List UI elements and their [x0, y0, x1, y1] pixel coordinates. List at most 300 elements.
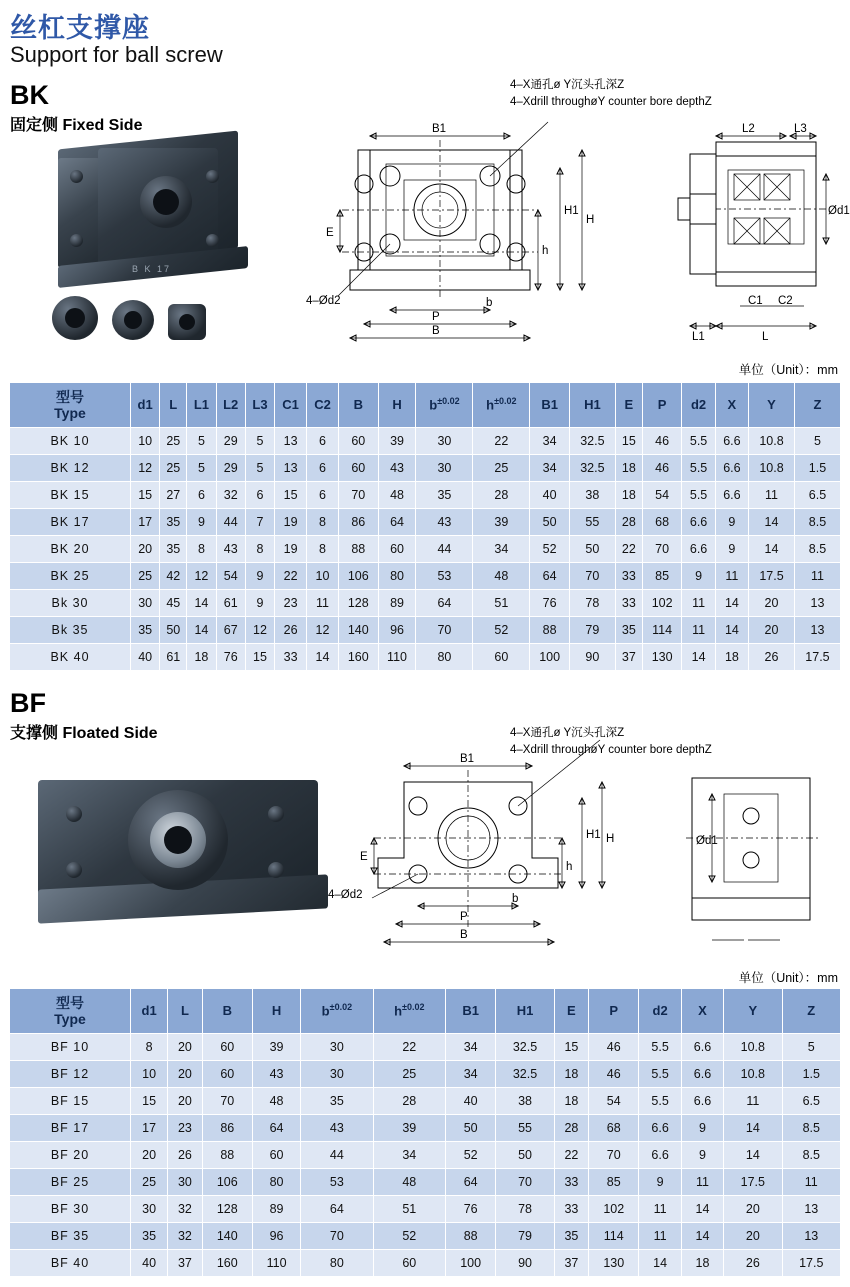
bf-cell-b: 43 [301, 1115, 373, 1142]
bk-cell-b: 30 [416, 428, 473, 455]
bk-cell-C1: 19 [275, 509, 307, 536]
bf-cell-E: 37 [554, 1250, 588, 1277]
svg-text:b: b [512, 893, 519, 905]
bk-cell-Z: 1.5 [794, 455, 840, 482]
bk-cell-L3: 8 [245, 536, 274, 563]
table-row [10, 1196, 841, 1223]
bk-cell-C1: 22 [275, 563, 307, 590]
svg-text:h: h [542, 245, 549, 257]
bf-cell-B1: 64 [445, 1169, 495, 1196]
bf-row-type: BF 40 [10, 1250, 131, 1277]
bf-cell-b: 80 [301, 1250, 373, 1277]
bk-cell-H1: 32.5 [569, 455, 615, 482]
bk-cell-X: 11 [715, 563, 748, 590]
bf-cell-Z: 5 [782, 1034, 840, 1061]
bk-cell-B1: 40 [530, 482, 570, 509]
bk-counterbore-note-cn: 4–X通孔ø Y沉头孔深Z [510, 79, 625, 91]
bk-cell-L3: 5 [245, 428, 274, 455]
bk-row-type: BK 15 [10, 482, 131, 509]
bk-cell-Y: 14 [749, 536, 795, 563]
bf-cell-Y: 20 [724, 1223, 782, 1250]
bf-col-H1: H1 [496, 989, 554, 1034]
bk-cell-B1: 50 [530, 509, 570, 536]
bk-cell-h: 51 [473, 590, 530, 617]
bk-cell-d1: 40 [131, 644, 160, 671]
bk-cell-B: 128 [338, 590, 378, 617]
bk-row-type: BK 10 [10, 428, 131, 455]
bk-cell-B: 88 [338, 536, 378, 563]
bk-cell-b: 80 [416, 644, 473, 671]
bk-cell-H1: 32.5 [569, 428, 615, 455]
svg-text:H: H [586, 214, 595, 226]
table-row [10, 590, 841, 617]
bf-header-type-en: Type [54, 1011, 86, 1027]
page-title-cn: 丝杠支撑座 [10, 13, 150, 43]
bf-cell-d1: 8 [131, 1034, 168, 1061]
bk-col-d1: d1 [131, 383, 160, 428]
bk-row-type: BK 17 [10, 509, 131, 536]
bf-d2-note: 4–Ød2 [328, 889, 363, 901]
bf-product-photo [28, 770, 328, 940]
bk-row-type: Bk 30 [10, 590, 131, 617]
bf-cell-H1: 70 [496, 1169, 554, 1196]
bf-cell-h: 52 [373, 1223, 445, 1250]
bk-col-L: L [160, 383, 187, 428]
bk-cell-d1: 25 [131, 563, 160, 590]
bk-cell-Z: 13 [794, 617, 840, 644]
bk-cell-L: 35 [160, 536, 187, 563]
bf-col-P: P [589, 989, 639, 1034]
bk-cell-L3: 12 [245, 617, 274, 644]
bf-cell-H: 48 [252, 1088, 300, 1115]
bk-cell-E: 37 [615, 644, 642, 671]
bf-cell-B: 60 [202, 1061, 252, 1088]
bk-cell-H: 48 [378, 482, 416, 509]
bf-cell-X: 9 [681, 1115, 723, 1142]
bk-cell-C2: 12 [307, 617, 339, 644]
bk-cell-P: 54 [642, 482, 682, 509]
svg-text:Ød1: Ød1 [828, 205, 850, 217]
bk-cell-L: 42 [160, 563, 187, 590]
table-row [10, 1142, 841, 1169]
bk-cell-L: 25 [160, 428, 187, 455]
svg-text:E: E [326, 227, 334, 239]
bk-product-photo [40, 138, 270, 348]
bf-col-B: B [202, 989, 252, 1034]
bf-cell-Y: 26 [724, 1250, 782, 1277]
bk-cell-C1: 13 [275, 455, 307, 482]
bk-cell-E: 28 [615, 509, 642, 536]
bk-cell-d2: 9 [682, 563, 715, 590]
bf-cell-B1: 76 [445, 1196, 495, 1223]
dim-b1: B1 [432, 123, 447, 135]
bk-cell-d2: 5.5 [682, 482, 715, 509]
bf-cell-L: 32 [168, 1223, 202, 1250]
bk-unit-note: 单位（Unit）：mm [738, 363, 838, 377]
bf-cell-h: 60 [373, 1250, 445, 1277]
table-row [10, 1061, 841, 1088]
bf-cell-B: 88 [202, 1142, 252, 1169]
bf-row-type: BF 30 [10, 1196, 131, 1223]
bk-cell-L1: 5 [187, 455, 216, 482]
bk-cell-b: 43 [416, 509, 473, 536]
bk-col-X: X [715, 383, 748, 428]
bk-cell-L: 35 [160, 509, 187, 536]
bk-cell-H: 64 [378, 509, 416, 536]
bk-cell-C2: 6 [307, 482, 339, 509]
bk-cell-X: 9 [715, 536, 748, 563]
svg-text:Ød1: Ød1 [696, 835, 718, 847]
bk-cell-B1: 76 [530, 590, 570, 617]
bk-cell-C1: 33 [275, 644, 307, 671]
bk-cell-L3: 5 [245, 455, 274, 482]
bk-cell-L: 50 [160, 617, 187, 644]
bk-cell-Y: 20 [749, 590, 795, 617]
bf-row-type: BF 12 [10, 1061, 131, 1088]
bk-col-H1: H1 [569, 383, 615, 428]
bk-cell-B: 70 [338, 482, 378, 509]
bk-cell-H: 110 [378, 644, 416, 671]
bk-cell-H: 60 [378, 536, 416, 563]
svg-text:C2: C2 [778, 295, 793, 307]
bk-cell-b: 30 [416, 455, 473, 482]
bk-d2-note: 4–Ød2 [306, 295, 341, 307]
bf-cell-b: 53 [301, 1169, 373, 1196]
bk-cell-L3: 7 [245, 509, 274, 536]
bf-cell-X: 11 [681, 1169, 723, 1196]
bf-cell-E: 35 [554, 1223, 588, 1250]
bf-cell-d1: 30 [131, 1196, 168, 1223]
bf-cell-P: 114 [589, 1223, 639, 1250]
bk-row-type: BK 40 [10, 644, 131, 671]
bf-cell-d1: 40 [131, 1250, 168, 1277]
bk-cell-C1: 15 [275, 482, 307, 509]
bk-cell-P: 114 [642, 617, 682, 644]
bf-cell-b: 30 [301, 1034, 373, 1061]
bk-cell-L2: 76 [216, 644, 245, 671]
bf-cell-B: 86 [202, 1115, 252, 1142]
bf-counterbore-note-en: 4–Xdrill throughøY counter bore depthZ [510, 744, 712, 756]
table-row [10, 1115, 841, 1142]
bk-cell-Y: 20 [749, 617, 795, 644]
bk-cell-B: 160 [338, 644, 378, 671]
bf-cell-d2: 11 [639, 1196, 681, 1223]
bf-col-b: $b^{\pm 0.02}$ [301, 989, 373, 1034]
bk-cell-Z: 11 [794, 563, 840, 590]
bf-cell-L: 32 [168, 1196, 202, 1223]
bk-cell-d2: 11 [682, 617, 715, 644]
bk-cell-L1: 14 [187, 590, 216, 617]
bk-cell-C2: 8 [307, 509, 339, 536]
bf-cell-B: 140 [202, 1223, 252, 1250]
bf-cell-d2: 5.5 [639, 1034, 681, 1061]
bf-row-type: BF 10 [10, 1034, 131, 1061]
bk-cell-d2: 6.6 [682, 536, 715, 563]
bk-col-d2: d2 [682, 383, 715, 428]
bf-cell-B1: 40 [445, 1088, 495, 1115]
bf-cell-h: 22 [373, 1034, 445, 1061]
svg-text:B: B [460, 929, 468, 941]
bk-cell-C1: 26 [275, 617, 307, 644]
bk-cell-L: 25 [160, 455, 187, 482]
bk-cell-X: 9 [715, 509, 748, 536]
bf-cell-Y: 17.5 [724, 1169, 782, 1196]
bk-cell-h: 48 [473, 563, 530, 590]
bk-row-type: BK 12 [10, 455, 131, 482]
bf-unit-note: 单位（Unit）：mm [738, 971, 838, 985]
bk-cell-Z: 8.5 [794, 509, 840, 536]
bf-cell-Y: 20 [724, 1196, 782, 1223]
bk-col-B: B [338, 383, 378, 428]
bk-col-L3: L3 [245, 383, 274, 428]
svg-text:L2: L2 [742, 123, 755, 135]
bf-cell-H: 39 [252, 1034, 300, 1061]
bf-spec-table [9, 988, 841, 1277]
bf-col-d2: d2 [639, 989, 681, 1034]
bk-col-Z: Z [794, 383, 840, 428]
bk-cell-E: 35 [615, 617, 642, 644]
bf-cell-Y: 14 [724, 1115, 782, 1142]
bf-cell-d2: 5.5 [639, 1061, 681, 1088]
table-row [10, 1223, 841, 1250]
bk-cell-b: 44 [416, 536, 473, 563]
bf-cell-Z: 13 [782, 1196, 840, 1223]
svg-text:h: h [566, 861, 573, 873]
bk-cell-P: 46 [642, 455, 682, 482]
bf-side-view-drawing [672, 760, 842, 970]
page-title-en: Support for ball screw [10, 42, 223, 67]
table-row [10, 1250, 841, 1277]
bf-cell-E: 22 [554, 1142, 588, 1169]
svg-text:C1: C1 [748, 295, 763, 307]
bk-cell-Y: 26 [749, 644, 795, 671]
bf-cell-E: 15 [554, 1034, 588, 1061]
bk-col-L1: L1 [187, 383, 216, 428]
bk-header-type-en: Type [54, 405, 86, 421]
bf-cell-d2: 5.5 [639, 1088, 681, 1115]
bk-cell-C2: 6 [307, 455, 339, 482]
bf-cell-X: 14 [681, 1196, 723, 1223]
bk-cell-Z: 5 [794, 428, 840, 455]
bk-spec-table [9, 382, 841, 671]
bk-cell-E: 33 [615, 590, 642, 617]
bf-cell-L: 20 [168, 1061, 202, 1088]
bk-cell-P: 85 [642, 563, 682, 590]
bk-cell-H: 89 [378, 590, 416, 617]
bk-cell-H1: 55 [569, 509, 615, 536]
bf-cell-B1: 52 [445, 1142, 495, 1169]
table-row [10, 617, 841, 644]
bf-cell-H: 64 [252, 1115, 300, 1142]
bk-cell-b: 53 [416, 563, 473, 590]
bf-cell-X: 6.6 [681, 1061, 723, 1088]
bk-cell-L2: 61 [216, 590, 245, 617]
table-row [10, 1088, 841, 1115]
bf-cell-L: 20 [168, 1088, 202, 1115]
bf-cell-B1: 50 [445, 1115, 495, 1142]
bk-cell-h: 60 [473, 644, 530, 671]
bk-col-L2: L2 [216, 383, 245, 428]
bk-col-H: H [378, 383, 416, 428]
bf-cell-h: 51 [373, 1196, 445, 1223]
bf-cell-H: 80 [252, 1169, 300, 1196]
bf-cell-d1: 17 [131, 1115, 168, 1142]
bk-cell-d2: 6.6 [682, 509, 715, 536]
bk-cell-B: 86 [338, 509, 378, 536]
bk-cell-X: 14 [715, 617, 748, 644]
bf-cell-H: 43 [252, 1061, 300, 1088]
bf-cell-H: 89 [252, 1196, 300, 1223]
bf-col-X: X [681, 989, 723, 1034]
bf-cell-H1: 50 [496, 1142, 554, 1169]
bk-cell-B: 140 [338, 617, 378, 644]
bk-cell-d2: 11 [682, 590, 715, 617]
bf-col-E: E [554, 989, 588, 1034]
bf-cell-B: 60 [202, 1034, 252, 1061]
bf-cell-L: 26 [168, 1142, 202, 1169]
bk-cell-d2: 5.5 [682, 455, 715, 482]
bk-cell-d1: 17 [131, 509, 160, 536]
bk-cell-L2: 43 [216, 536, 245, 563]
bk-cell-L2: 29 [216, 428, 245, 455]
bk-cell-Z: 13 [794, 590, 840, 617]
bk-cell-L: 45 [160, 590, 187, 617]
table-row [10, 1169, 841, 1196]
bk-cell-C2: 14 [307, 644, 339, 671]
bf-cell-H1: 32.5 [496, 1061, 554, 1088]
bk-col-E: E [615, 383, 642, 428]
svg-text:L3: L3 [794, 123, 807, 135]
bf-counterbore-note-cn: 4–X通孔ø Y沉头孔深Z [510, 727, 625, 739]
bf-cell-b: 64 [301, 1196, 373, 1223]
bk-col-C2: C2 [307, 383, 339, 428]
bf-cell-B1: 88 [445, 1223, 495, 1250]
bf-cell-E: 33 [554, 1169, 588, 1196]
bk-col-Y: Y [749, 383, 795, 428]
bf-row-type: BF 17 [10, 1115, 131, 1142]
bf-cell-d2: 11 [639, 1223, 681, 1250]
bf-cell-H1: 79 [496, 1223, 554, 1250]
bf-row-type: BF 35 [10, 1223, 131, 1250]
bk-row-type: Bk 35 [10, 617, 131, 644]
bk-side-section-drawing [668, 123, 850, 358]
bk-cell-h: 22 [473, 428, 530, 455]
bf-cell-X: 6.6 [681, 1034, 723, 1061]
bf-col-d1: d1 [131, 989, 168, 1034]
bf-cell-E: 28 [554, 1115, 588, 1142]
bf-col-h: $h^{\pm 0.02}$ [373, 989, 445, 1034]
bf-cell-B1: 100 [445, 1250, 495, 1277]
bk-cell-B: 106 [338, 563, 378, 590]
bk-cell-C2: 8 [307, 536, 339, 563]
bk-cell-L1: 12 [187, 563, 216, 590]
bk-cell-H: 96 [378, 617, 416, 644]
bk-cell-E: 18 [615, 455, 642, 482]
bk-cell-H1: 90 [569, 644, 615, 671]
bk-cell-C2: 11 [307, 590, 339, 617]
bk-col-C1: C1 [275, 383, 307, 428]
bf-cell-H: 96 [252, 1223, 300, 1250]
bk-cell-L1: 18 [187, 644, 216, 671]
bf-cell-E: 33 [554, 1196, 588, 1223]
bf-cell-H1: 55 [496, 1115, 554, 1142]
table-row [10, 563, 841, 590]
bk-cell-d2: 5.5 [682, 428, 715, 455]
bk-cell-b: 70 [416, 617, 473, 644]
bk-cell-B: 60 [338, 428, 378, 455]
bk-cell-d1: 12 [131, 455, 160, 482]
svg-text:P: P [432, 311, 440, 323]
bf-cell-d2: 9 [639, 1169, 681, 1196]
bk-cell-B1: 52 [530, 536, 570, 563]
bk-cell-h: 25 [473, 455, 530, 482]
table-row [10, 509, 841, 536]
bk-cell-X: 18 [715, 644, 748, 671]
bf-cell-P: 46 [589, 1061, 639, 1088]
bf-cell-B: 128 [202, 1196, 252, 1223]
bf-cell-Z: 6.5 [782, 1088, 840, 1115]
bk-cell-L2: 29 [216, 455, 245, 482]
bk-header-type [10, 383, 131, 428]
bk-col-B1: B1 [530, 383, 570, 428]
bf-cell-h: 25 [373, 1061, 445, 1088]
bk-cell-h: 52 [473, 617, 530, 644]
bk-cell-h: 34 [473, 536, 530, 563]
bk-cell-L3: 9 [245, 590, 274, 617]
bf-cell-P: 70 [589, 1142, 639, 1169]
bf-row-type: BF 20 [10, 1142, 131, 1169]
bk-cell-L3: 9 [245, 563, 274, 590]
bk-row-type: BK 25 [10, 563, 131, 590]
bf-cell-B: 70 [202, 1088, 252, 1115]
bf-cell-d1: 35 [131, 1223, 168, 1250]
svg-text:L1: L1 [692, 331, 705, 343]
bk-cell-Z: 6.5 [794, 482, 840, 509]
bk-cell-P: 102 [642, 590, 682, 617]
bk-front-view-drawing [320, 123, 620, 358]
bk-cell-L3: 6 [245, 482, 274, 509]
bf-cell-X: 14 [681, 1223, 723, 1250]
table-row [10, 428, 841, 455]
bf-cell-Z: 17.5 [782, 1250, 840, 1277]
bf-row-type: BF 15 [10, 1088, 131, 1115]
bf-cell-Z: 11 [782, 1169, 840, 1196]
bf-cell-L: 20 [168, 1034, 202, 1061]
bk-cell-H1: 79 [569, 617, 615, 644]
bf-header-type-cn: 型号 [56, 994, 84, 1011]
bf-cell-B: 106 [202, 1169, 252, 1196]
bf-cell-B1: 34 [445, 1034, 495, 1061]
bf-cell-b: 35 [301, 1088, 373, 1115]
bk-cell-H: 43 [378, 455, 416, 482]
bk-cell-C1: 13 [275, 428, 307, 455]
bf-cell-H1: 90 [496, 1250, 554, 1277]
bf-cell-H: 110 [252, 1250, 300, 1277]
section-bk-letter: BK [10, 80, 49, 110]
bk-cell-Z: 8.5 [794, 536, 840, 563]
bk-cell-X: 6.6 [715, 428, 748, 455]
bf-cell-h: 34 [373, 1142, 445, 1169]
bk-cell-L1: 8 [187, 536, 216, 563]
bk-col-P: P [642, 383, 682, 428]
bf-cell-Z: 13 [782, 1223, 840, 1250]
bk-cell-E: 22 [615, 536, 642, 563]
bf-row-type: BF 25 [10, 1169, 131, 1196]
bk-cell-d2: 14 [682, 644, 715, 671]
bf-cell-P: 54 [589, 1088, 639, 1115]
bf-table-header-row [10, 989, 841, 1034]
bk-cell-Y: 14 [749, 509, 795, 536]
